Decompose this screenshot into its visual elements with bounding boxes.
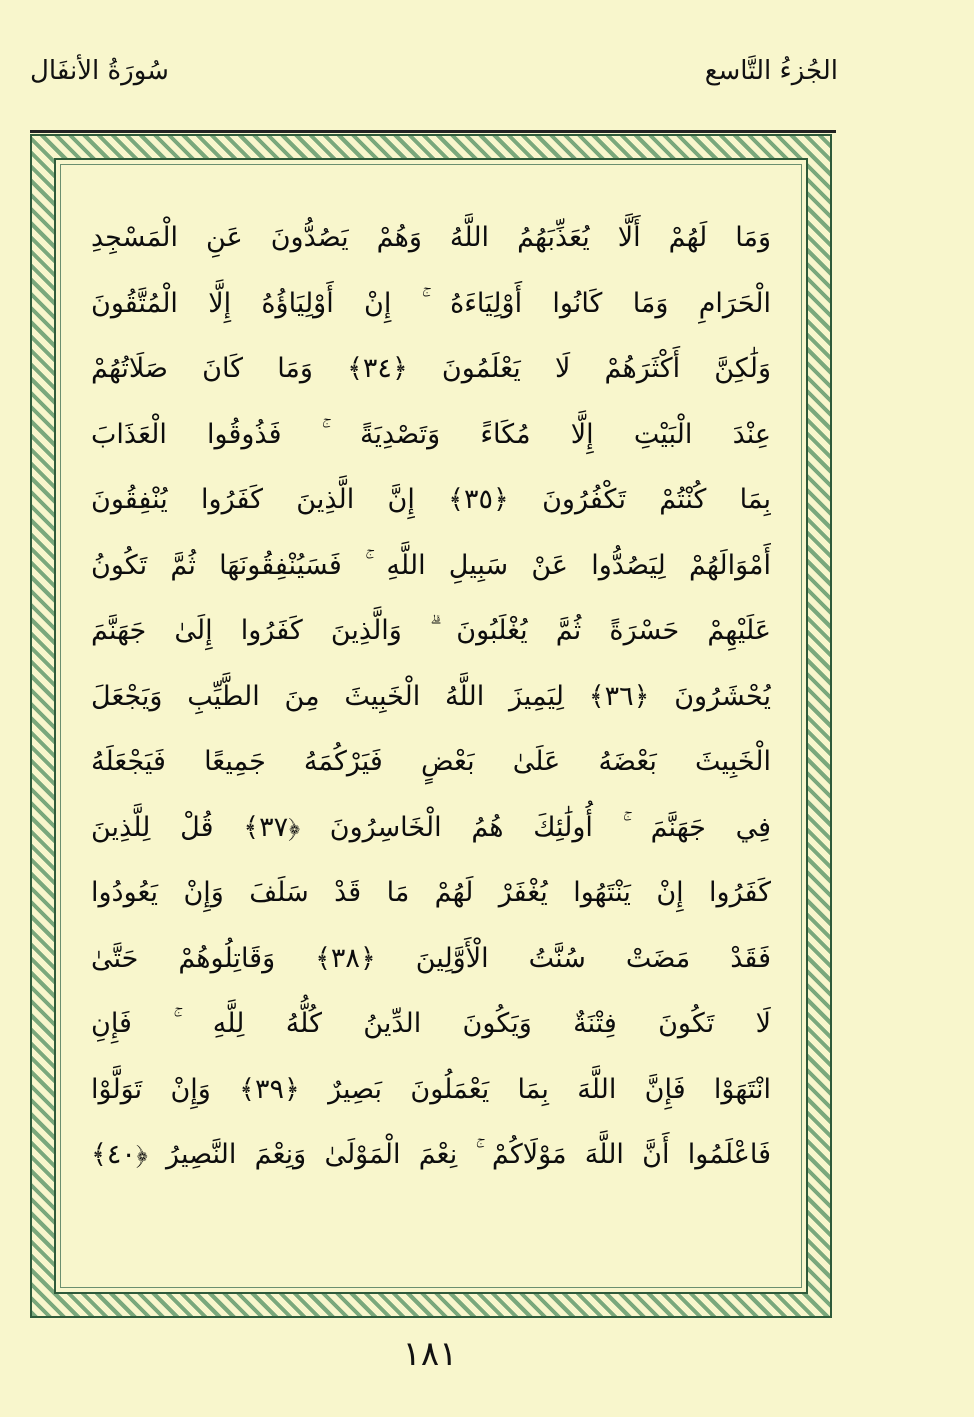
juz-label: الجُزءُ التَّاسع <box>704 56 838 86</box>
page-header <box>0 52 974 102</box>
verse-line-3: وَلَٰكِنَّ أَكْثَرَهُمْ لَا يَعْلَمُونَ ﴿٣٤﴾ وَمَا كَانَ صَلَاتُهُمْ <box>91 353 771 384</box>
verse-line-6: أَمْوَالَهُمْ لِيَصُدُّوا عَنْ سَبِيلِ اللَّهِ ۚ فَسَيُنْفِقُونَهَا ثُمَّ تَكُونُ <box>91 549 771 581</box>
verse-line-11: كَفَرُوا إِنْ يَنْتَهُوا يُغْفَرْ لَهُمْ مَا قَدْ سَلَفَ وَإِنْ يَعُودُوا <box>91 877 771 908</box>
text-panel <box>60 164 802 1288</box>
verse-line-10: فِي جَهَنَّمَ ۚ أُولَٰئِكَ هُمُ الْخَاسِرُونَ ﴿٣٧﴾ قُلْ لِلَّذِينَ <box>91 811 771 843</box>
verse-line-4: عِنْدَ الْبَيْتِ إِلَّا مُكَاءً وَتَصْدِيَةً ۚ فَذُوقُوا الْعَذَابَ <box>91 418 771 450</box>
verse-line-9: الْخَبِيثَ بَعْضَهُ عَلَىٰ بَعْضٍ فَيَرْكُمَهُ جَمِيعًا فَيَجْعَلَهُ <box>91 746 771 777</box>
verse-line-1: وَمَا لَهُمْ أَلَّا يُعَذِّبَهُمُ اللَّهُ وَهُمْ يَصُدُّونَ عَنِ الْمَسْجِدِ <box>91 222 771 253</box>
verse-line-12: فَقَدْ مَضَتْ سُنَّتُ الْأَوَّلِينَ ﴿٣٨﴾ وَقَاتِلُوهُمْ حَتَّىٰ <box>91 942 771 974</box>
ornamental-frame <box>30 134 832 1318</box>
verse-line-2: الْحَرَامِ وَمَا كَانُوا أَوْلِيَاءَهُ ۚ إِنْ أَوْلِيَاؤُهُ إِلَّا الْمُتَّقُونَ <box>91 287 771 319</box>
page-number: ١٨١ <box>402 1334 458 1374</box>
verse-text-area <box>91 205 771 1257</box>
verse-line-7: عَلَيْهِمْ حَسْرَةً ثُمَّ يُغْلَبُونَ ۗ وَالَّذِينَ كَفَرُوا إِلَىٰ جَهَنَّمَ <box>91 615 771 646</box>
verse-line-8: يُحْشَرُونَ ﴿٣٦﴾ لِيَمِيزَ اللَّهُ الْخَبِيثَ مِنَ الطَّيِّبِ وَيَجْعَلَ <box>91 680 771 712</box>
verse-line-13: لَا تَكُونَ فِتْنَةٌ وَيَكُونَ الدِّينُ كُلُّهُ لِلَّهِ ۚ فَإِنِ <box>91 1008 771 1039</box>
verse-line-15: فَاعْلَمُوا أَنَّ اللَّهَ مَوْلَاكُمْ ۚ نِعْمَ الْمَوْلَىٰ وَنِعْمَ النَّصِيرُ ﴿٤٠﴾ <box>91 1139 771 1170</box>
frame-border <box>54 158 808 1294</box>
surah-label: سُورَةُ الأنفَال <box>30 56 169 86</box>
verse-line-14: انْتَهَوْا فَإِنَّ اللَّهَ بِمَا يَعْمَلُونَ بَصِيرٌ ﴿٣٩﴾ وَإِنْ تَوَلَّوْا <box>91 1073 771 1105</box>
verse-line-5: بِمَا كُنْتُمْ تَكْفُرُونَ ﴿٣٥﴾ إِنَّ الَّذِينَ كَفَرُوا يُنْفِقُونَ <box>91 484 771 515</box>
header-rule <box>30 130 836 133</box>
